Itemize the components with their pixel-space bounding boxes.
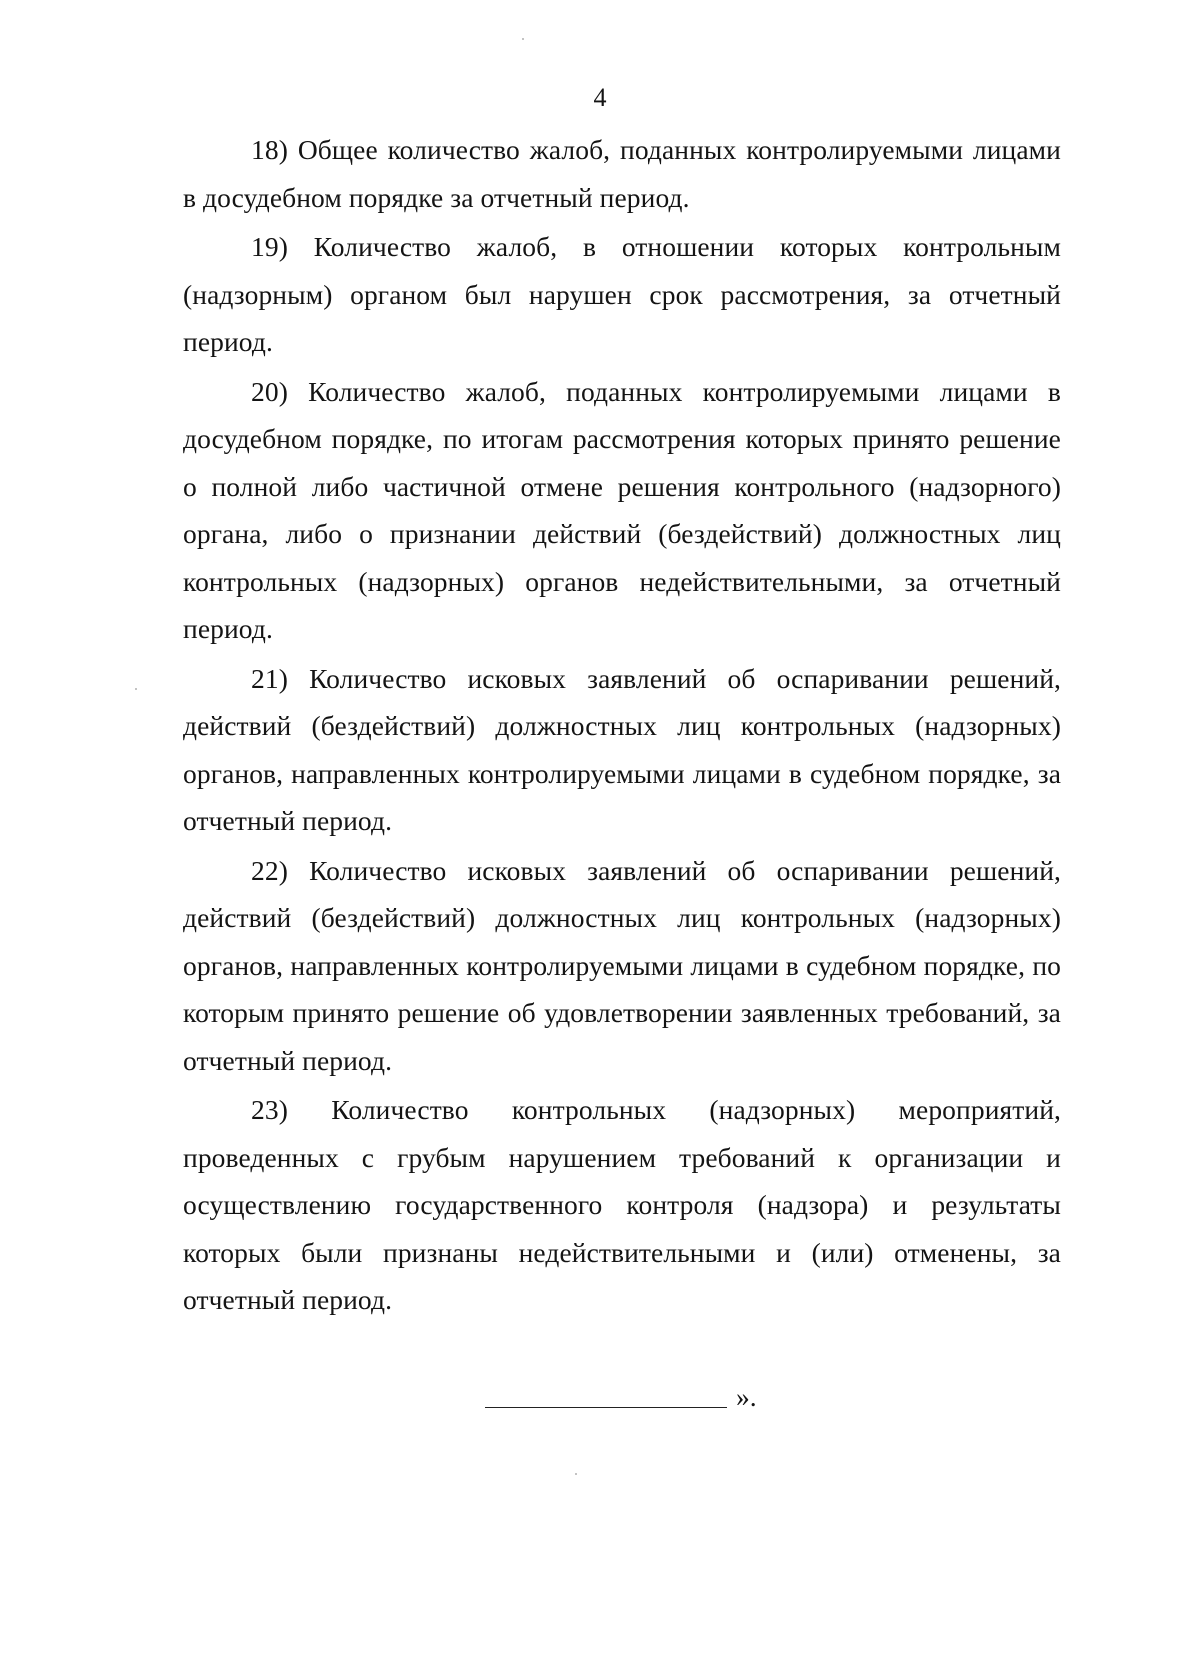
list-item-23: 23) Количество контрольных (надзорных) мероприятий, проведенных с грубым нарушением требований к организации и осуществлению государственного контроля (надзора) и результаты которых были признаны недействительными и (или) отменены, за отчетный период. — [183, 1094, 1061, 1315]
scan-speck — [135, 688, 137, 690]
closing-quote: ». — [736, 1381, 757, 1412]
page-number: 4 — [593, 83, 607, 112]
list-item-21: 21) Количество исковых заявлений об оспаривании решений, действий (бездействий) должностных лиц контрольных (надзорных) органов, направленных контролируемыми лицами в судебном порядке, за отчетный период. — [183, 662, 1061, 836]
list-item-20: 20) Количество жалоб, поданных контролируемыми лицами в досудебном порядке, по итогам рассмотрения которых принято решение о полной либо частичной отмене решения контрольного (надзорного) органа, либо о признании действий (бездействий) должностных лиц контрольных (надзорных) органов недействительными, за отчетный период. — [183, 375, 1061, 644]
list-item-22: 22) Количество исковых заявлений об оспаривании решений, действий (бездействий) должностных лиц контрольных (надзорных) органов, направленных контролируемыми лицами в судебном порядке, по которым принято решение об удовлетворении заявленных требований, за отчетный период. — [183, 854, 1061, 1076]
list-item-18: 18) Общее количество жалоб, поданных контролируемыми лицами в досудебном порядке за отчетный период. — [183, 134, 1061, 213]
closing-underline — [485, 1407, 727, 1408]
closing-mark — [0, 1380, 1200, 1420]
scan-speck — [575, 1473, 577, 1475]
list-item-19: 19) Количество жалоб, в отношении которых контрольным (надзорным) органом был нарушен срок рассмотрения, за отчетный период. — [183, 231, 1061, 357]
scan-speck — [522, 38, 524, 40]
document-body — [183, 126, 1061, 1326]
